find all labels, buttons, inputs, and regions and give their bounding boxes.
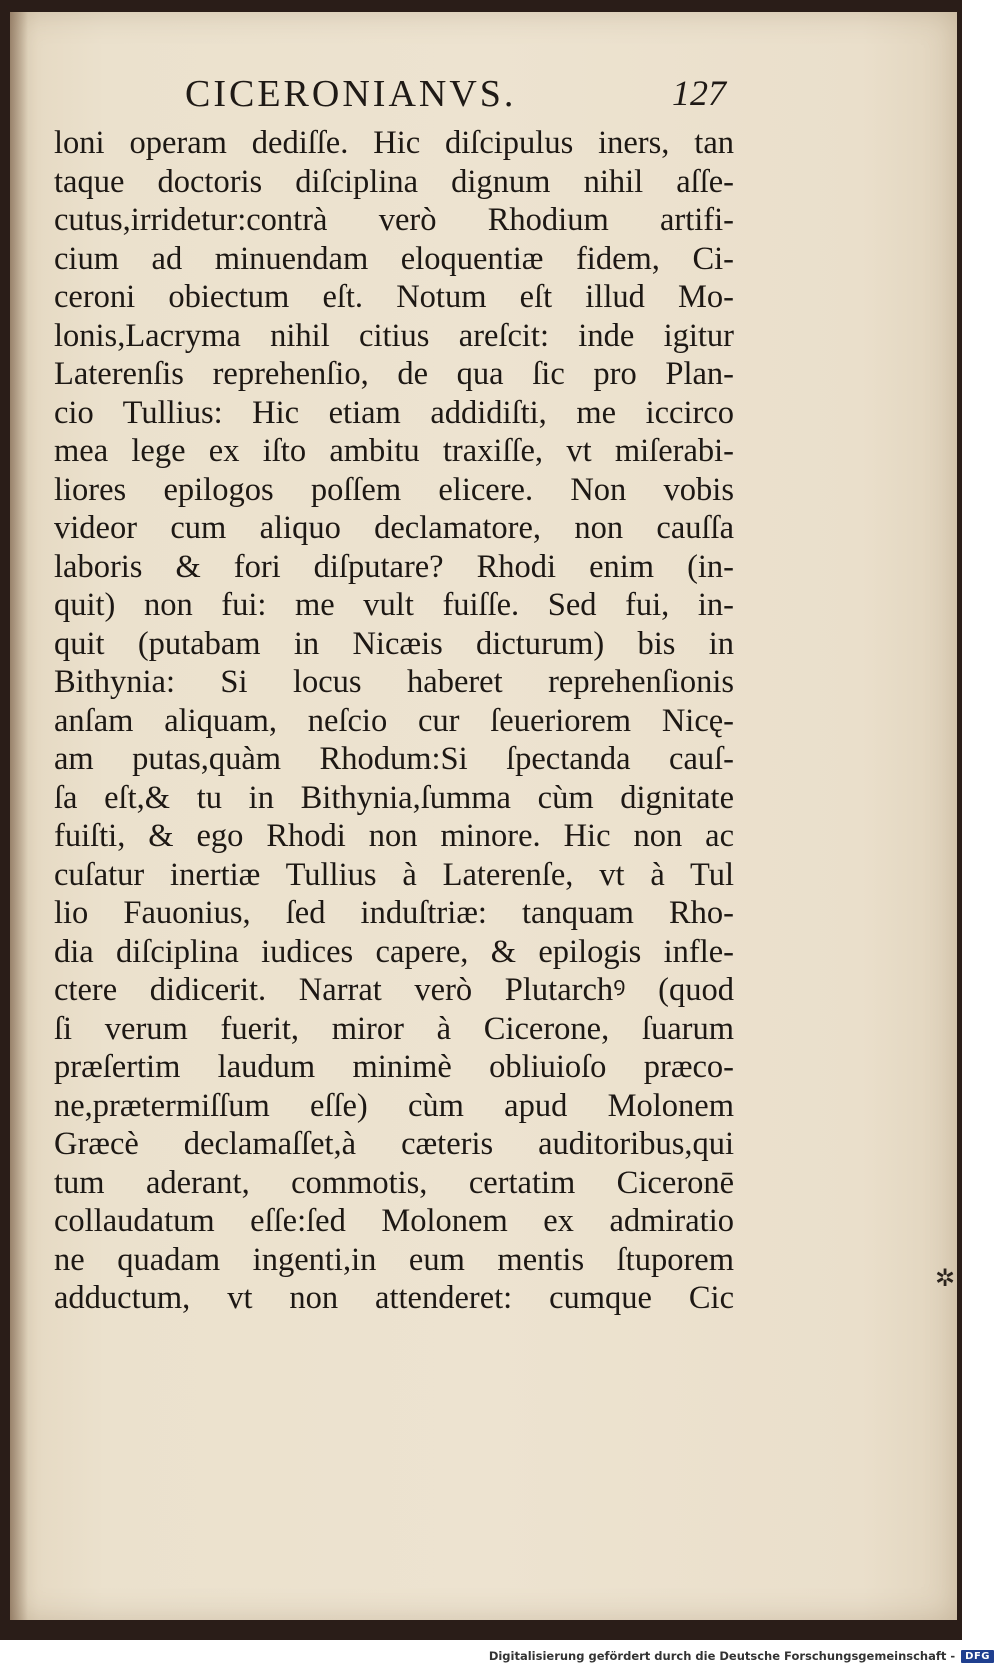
text-line: cio Tullius: Hic etiam addidiſti, me iccirco [54, 394, 734, 431]
text-line: tum aderant, commotis, certatim Ciceronē [54, 1164, 734, 1201]
text-line: Græcè declamaſſet,à cæteris auditoribus,qui [54, 1126, 734, 1162]
text-line: mea lege ex iſto ambitu traxiſſe, vt miſerabi- [54, 433, 734, 469]
digitization-credit [489, 1645, 994, 1667]
text-line: anſam aliquam, neſcio cur ſeueriorem Nicę- [54, 702, 734, 739]
text-line: quit) non fui: me vult fuiſſe. Sed fui, in- [54, 587, 734, 623]
running-title: CICERONIANVS. [185, 73, 517, 115]
ornament-mark: ✲ [935, 1264, 956, 1292]
text-line: cuſatur inertiæ Tullius à Laterenſe, vt à Tul [54, 856, 734, 893]
text-line: videor cum aliquo declamatore, non cauſſa [54, 510, 734, 546]
text-line: fuiſti, & ego Rhodi non minore. Hic non ac [54, 818, 734, 854]
text-line: taque doctoris diſciplina dignum nihil aſſe- [54, 163, 734, 200]
gutter-shadow [10, 12, 28, 1620]
text-line: ne,prætermiſſum eſſe) cùm apud Molonem [54, 1087, 734, 1124]
text-line: ſi verum fuerit, miror à Cicerone, ſuarum [54, 1010, 734, 1047]
text-line: cutus,irridetur:contrà verò Rhodium artifi- [54, 202, 734, 238]
running-head [50, 68, 750, 118]
text-line: Bithynia: Si locus haberet reprehenſionis [54, 664, 734, 700]
text-line: cium ad minuendam eloquentiæ fidem, Ci- [54, 240, 734, 277]
text-line: ceroni obiectum eſt. Notum eſt illud Mo- [54, 279, 734, 315]
text-line: lio Fauonius, ſed induſtriæ: tanquam Rho- [54, 895, 734, 931]
text-line: am putas,quàm Rhodum:Si ſpectanda cauſ- [54, 741, 734, 777]
text-line: loni operam dediſſe. Hic diſcipulus iners, tan [54, 125, 734, 161]
text-line: præſertim laudum minimè obliuioſo præco- [54, 1049, 734, 1085]
body-text [54, 124, 734, 1318]
page-number: 127 [672, 73, 726, 113]
credit-text: Digitalisierung gefördert durch die Deutsche Forschungsgemeinschaft - [488, 1649, 956, 1663]
text-line: ctere didicerit. Narrat verò Plutarchꝰ (quod [54, 972, 734, 1008]
text-line: Laterenſis reprehenſio, de qua ſic pro Plan- [54, 356, 734, 392]
text-line: dia diſciplina iudices capere, & epilogis infle- [54, 933, 734, 970]
text-line: collaudatum eſſe:ſed Molonem ex admiratio [54, 1203, 734, 1239]
text-line: lonis,Lacryma nihil citius areſcit: inde igitur [54, 317, 734, 354]
text-line: ne quadam ingenti,in eum mentis ſtuporem [54, 1241, 734, 1278]
text-line: laboris & fori diſputare? Rhodi enim (in- [54, 548, 734, 585]
text-line: ſa eſt,& tu in Bithynia,ſumma cùm dignitate [54, 779, 734, 816]
text-line: quit (putabam in Nicæis dicturum) bis in [54, 625, 734, 662]
book-page [10, 12, 957, 1620]
text-line: adductum, vt non attenderet: cumque Cic [54, 1280, 734, 1316]
text-line: liores epilogos poſſem elicere. Non vobis [54, 471, 734, 508]
dfg-logo-icon: DFG [961, 1650, 994, 1663]
